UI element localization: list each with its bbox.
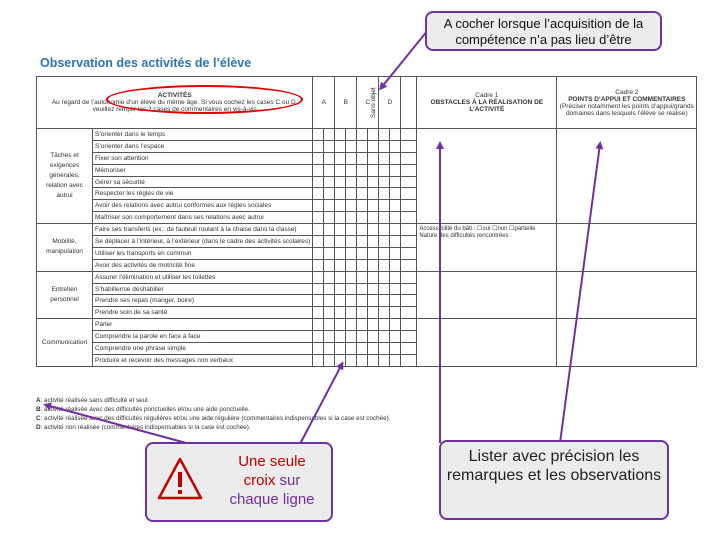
one-cross-text-3: sur (279, 472, 301, 489)
category-label: Entretien personnel (37, 271, 93, 319)
col-d-header: D (379, 77, 401, 129)
activity-label: Produire et recevoir des messages non verbaux (93, 354, 313, 366)
form-title: Observation des activités de l’élève (40, 56, 252, 70)
accessibility-line: Accessibilité du bâti : ☐oui ☐non ☐partielle (419, 226, 536, 233)
arrow-to-grid-row (300, 364, 342, 444)
svg-text:Sans objet: Sans objet (370, 87, 377, 118)
activity-label: Faire ses transferts (ex.: de fauteuil roulant à la chaise dans la classe) (93, 224, 313, 236)
legend-letter: D (36, 424, 41, 431)
legend-letter: A (36, 397, 41, 404)
activity-label: Fixer son attention (93, 152, 313, 164)
activity-label: Maîtriser son comportement dans ses relations avec autrui (93, 212, 313, 224)
callout-list-remarks: Lister avec précision les remarques et les observations (439, 440, 669, 520)
activities-header-title: ACTIVITÉS (157, 92, 192, 99)
legend-letter: B (36, 406, 41, 413)
difficulties-line: Nature des difficultés rencontrées : (419, 233, 512, 240)
activity-label: Utiliser les transports en commun (93, 247, 313, 259)
activity-label: Respecter les règles de vie (93, 188, 313, 200)
arrow-to-sans-objet (381, 30, 428, 88)
cadre1-subtitle: OBSTACLES À LA RÉALISATION DE L’ACTIVITÉ (430, 99, 544, 113)
activity-label: Se déplacer à l’intérieur, à l’extérieur (dans le cadre des activités scolaires) (93, 236, 313, 248)
activity-label: Comprendre la parole en face à face (93, 331, 313, 343)
cadre2-title: Cadre 2 (615, 88, 639, 96)
col-c-header: C (357, 77, 379, 129)
legend-text: : activité réalisée sans difficulté et seul. (40, 397, 150, 404)
activity-label: Avoir des relations avec autrui conformes aux règles sociales (93, 200, 313, 212)
activity-label: Avoir des activités de motricité fine (93, 259, 313, 271)
legend-letter: C (36, 415, 41, 422)
legend-text: : activité non réalisée (commentaires indispensables si la case est cochée). (40, 424, 251, 431)
activity-label: S’orienter dans l’espace (93, 140, 313, 152)
legend-text: : activité réalisée avec des difficultés régulières et/ou une aide régulière (commentaires indispensables si la case est cochée). (40, 415, 391, 422)
warning-triangle-icon (157, 456, 203, 502)
activity-label: Gérer sa sécurité (93, 176, 313, 188)
one-cross-message (213, 452, 331, 509)
activity-label: S’orienter dans le temps (93, 129, 313, 141)
activity-label: Prendre soin de sa santé (93, 307, 313, 319)
category-label: Communication (37, 319, 93, 367)
one-cross-text-1: Une seule (238, 453, 306, 470)
col-a-header: A (313, 77, 335, 129)
callout-one-cross (145, 442, 333, 522)
category-label: Mobilité, manipulation (37, 224, 93, 272)
activity-label: S’habiller/se déshabiller (93, 283, 313, 295)
activity-label: Comprendre une phrase simple (93, 343, 313, 355)
activities-header-subtitle: Au regard de l’autonomie d’un élève du même âge. Si vous cochez les cases C ou D, veuillez remplir les 2 cases de commentaires en vis-à-vis (51, 99, 298, 113)
arrow-to-cadre2 (560, 144, 600, 443)
one-cross-text-4: chaque ligne (229, 491, 315, 508)
callout-sans-objet: A cocher lorsque l’acquisition de la compétence n’a pas lieu d’être (425, 11, 662, 51)
one-cross-text-2: croix (243, 472, 276, 489)
activity-label: Parler (93, 319, 313, 331)
activity-label: Mémoriser (93, 164, 313, 176)
cadre1-title: Cadre 1 (475, 92, 499, 99)
category-label: Tâches et exigences générales, relation avec autrui (37, 129, 93, 224)
activity-label: Prendre ses repas (manger, boire) (93, 295, 313, 307)
cadre2-note: (Préciser notamment les points d’appui/grands domaines dans lesquels l’élève se réalise) (559, 102, 694, 117)
cadre2-subtitle: POINTS D’APPUI ET COMMENTAIRES (568, 95, 686, 103)
arrow-to-legend (46, 405, 190, 444)
activity-label: Assurer l’élimination et utiliser les toilettes (93, 271, 313, 283)
legend-text: : activité réalisée avec des difficultés ponctuelles et/ou une aide ponctuelle. (40, 406, 250, 413)
col-b-header: B (335, 77, 357, 129)
